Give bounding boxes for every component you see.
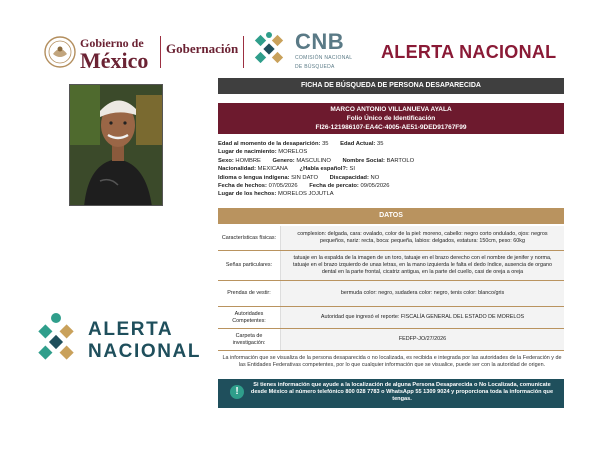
cnb-logo-text — [295, 31, 352, 70]
datos-row — [218, 281, 564, 307]
fact-label: ¿Habla español?: — [299, 166, 348, 173]
person-name: MARCO ANTONIO VILLANUEVA AYALA — [330, 106, 452, 113]
fact-value: BARTOLO — [386, 157, 415, 164]
alerta-nacional-logo-text — [88, 320, 201, 361]
header-divider — [160, 36, 161, 68]
datos-label: Prendas de vestir: — [227, 290, 271, 296]
datos-title-bar: DATOS — [218, 208, 564, 224]
fact-value: 35 — [376, 141, 384, 147]
datos-value: Autoridad que ingresó el reporte: FISCALÍA GENERAL DEL ESTADO DE MORELOS — [280, 307, 564, 328]
datos-table — [218, 226, 564, 351]
datos-label: Carpeta de investigación: — [232, 332, 266, 346]
datos-value: bermuda color: negro, sudadera color: negro, tenis color: blanco/gris — [280, 281, 564, 306]
fact-label: Lugar de los hechos: — [218, 191, 277, 198]
contact-info-box — [218, 379, 564, 408]
contact-info-text: Si tienes información que ayude a la localización de alguna Persona Desaparecida o No Localizada, comunicate desde México al número telefónico 800 028 7783 o WhatsApp 55 1309 9024 y proporciona toda la información que tengas. — [250, 382, 554, 403]
fact-label: Discapacidad: — [329, 174, 369, 181]
fact-label: Lugar de nacimiento: — [218, 149, 277, 156]
fact-value: SI — [349, 166, 355, 173]
fact-label: Idioma o lengua indígena: — [218, 174, 290, 181]
gob-line1: Gobierno de — [80, 36, 144, 50]
header — [0, 0, 600, 80]
datos-row — [218, 329, 564, 351]
big-logo-line1: ALERTA — [88, 319, 174, 340]
disclaimer-text: La información que se visualiza de la persona desaparecida o no localizada, es recibida e integrada por las autoridades de la Federación y de las Entidades Federativas competentes, por lo que cualquier información que se visualice, puede ser con la autoridad de origen. — [222, 355, 562, 369]
gobierno-de-mexico-logo — [80, 37, 148, 72]
facts-row — [218, 190, 564, 198]
datos-label: Características físicas: — [221, 234, 277, 241]
fact-value: MEXICANA — [257, 166, 288, 173]
cnb-sub2: DE BÚSQUEDA — [295, 63, 335, 70]
fact-label: Fecha de percato: — [309, 183, 359, 190]
fact-label: Fecha de hechos: — [218, 183, 267, 190]
datos-label: Autoridades Competentes: — [232, 310, 266, 324]
datos-value: complexion: delgada, cara: ovalado, color de la piel: moreno, cabello: negro corto ondulado, ojos: negros pequeños, nariz: recta, boca: pequeña, labios: delgados, estatura: 150cm, peso: 60kg — [280, 226, 564, 250]
fact-label: Sexo: — [218, 157, 234, 164]
mexico-seal-icon — [44, 36, 76, 68]
person-photo — [69, 84, 163, 206]
datos-row — [218, 226, 564, 251]
folio-value: FI26-121986107-EA4C-4005-AE51-9DED91767F99 — [315, 124, 467, 131]
facts-row — [218, 140, 564, 148]
datos-row — [218, 307, 564, 329]
cnb-sub1: COMISIÓN NACIONAL — [295, 55, 353, 61]
alerta-nacional-mark-icon — [30, 310, 82, 366]
datos-value: FEDFP-JO/27/2026 — [280, 329, 564, 350]
fact-value: NO — [370, 174, 380, 181]
facts-row — [218, 165, 564, 173]
fact-label: Genero: — [272, 157, 295, 164]
gobernacion-text: Gobernación — [166, 41, 239, 56]
facts-row — [218, 157, 564, 165]
datos-value: tatuaje en la espalda de la imagen de un toro, tatuaje en el brazo derecho con el nombre de jenifer y norma, tatuaje en el brazo izquierdo de unas letras, en la mano izquierda le falta el dedo índice, ausencia de organo dental en la parte frontal, cicatriz antigua, en la parte del cuello, casi de oreja a oreja — [280, 251, 564, 280]
fact-value: MORELOS JOJUTLA — [277, 191, 334, 198]
fact-value: HOMBRE — [235, 157, 261, 164]
person-facts — [218, 140, 564, 199]
alerta-nacional-title: ALERTA NACIONAL — [381, 42, 557, 62]
facts-row — [218, 148, 564, 156]
person-name-box — [218, 103, 564, 134]
gobernacion-logo — [166, 41, 238, 57]
folio-label: Folio Único de Identificación — [346, 115, 436, 122]
fact-label: Edad Actual: — [340, 141, 376, 147]
datos-label: Señas particulares: — [225, 262, 273, 268]
big-logo-line2: NACIONAL — [88, 341, 202, 362]
ficha-title-bar: FICHA DE BÚSQUEDA DE PERSONA DESAPARECIDA — [218, 78, 564, 94]
fact-value: MORELOS — [278, 149, 308, 156]
fact-value: 09/05/2026 — [360, 183, 390, 190]
cnb-title: CNB — [295, 29, 345, 54]
gob-line2: México — [80, 48, 149, 73]
fact-label: Nombre Social: — [342, 157, 385, 164]
cnb-logo-icon — [248, 28, 290, 70]
facts-row — [218, 182, 564, 190]
fact-value: MASCULINO — [296, 157, 331, 164]
facts-row — [218, 174, 564, 182]
fact-value: 35 — [322, 141, 329, 147]
fact-label: Edad al momento de la desaparición: — [218, 141, 321, 147]
person-photo-image — [70, 85, 163, 206]
header-divider — [243, 36, 244, 68]
exclamation-icon: ! — [230, 385, 244, 399]
datos-row — [218, 251, 564, 281]
fact-label: Nacionalidad: — [218, 166, 257, 173]
fact-value: SIN DATO — [291, 174, 318, 181]
fact-value: 07/05/2026 — [268, 183, 298, 190]
